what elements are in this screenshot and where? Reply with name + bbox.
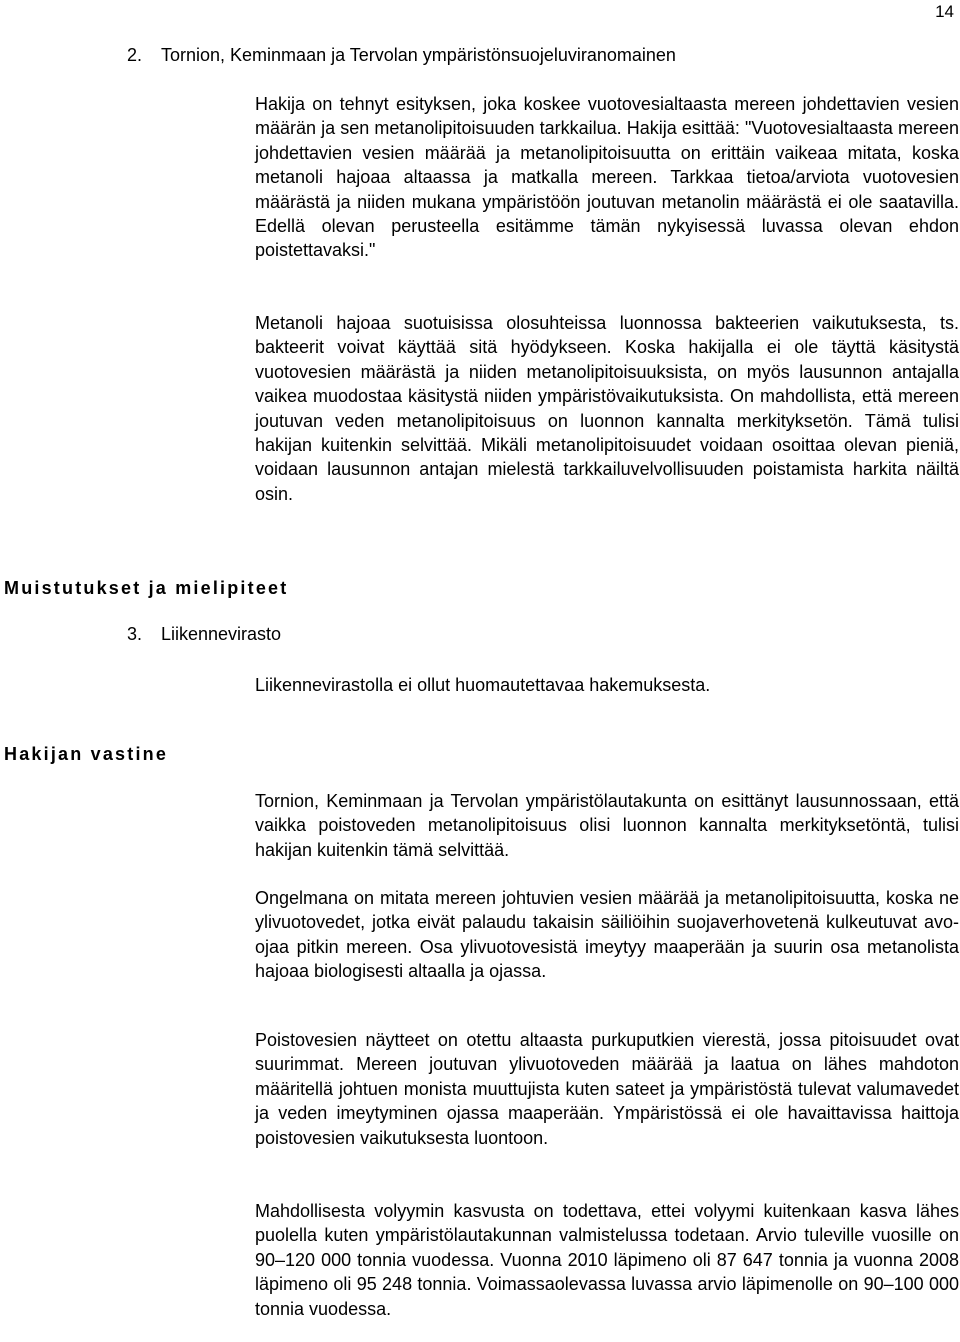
section-2-paragraph-2: Metanoli hajoaa suotuisissa olosuhteissa luonnossa bakteerien vaikutuksesta, ts. bakteerit voivat käyttää sitä hyödykseen. Koska hakijalla ei ole täyttä käsitystä vuotovesien määrästä ja niiden metanolipitoisuuksista, on myös lausunnon antajalla vaikea muodostaa käsitystä niiden ympäristövaikutuksista. On mahdollista, että mereen joutuvan veden metanolipitoisuus on luonnon kannalta merkityksetön. Tämä tulisi hakijan kuitenkin selvittää. Mikäli metanolipitoisuudet voidaan osoittaa olevan pieniä, voidaan lausunnon antajan mielestä tarkkailuvelvollisuuden poistamista harkita näiltä osin. — [255, 313, 959, 504]
page-number: 14 — [935, 2, 954, 21]
section-3-paragraph: Liikennevirastolla ei ollut huomautettavaa hakemuksesta. — [255, 675, 711, 695]
section-2-title: Tornion, Keminmaan ja Tervolan ympäristönsuojeluviranomainen — [161, 45, 676, 65]
vastine-paragraph-2: Ongelmana on mitata mereen johtuvien vesien määrää ja metanolipitoisuutta, koska ne ylivuotovedet, jotka eivät palaudu takaisin säiliöihin suojaverhovetenä kulkeutuvat avo-ojaa pitkin mereen. Osa ylivuotovesistä imeytyy maaperään ja suurin osa metanolista hajoaa biologisesti altaalla ja ojassa. — [255, 888, 959, 982]
muistutukset-heading: Muistutukset ja mielipiteet — [4, 578, 289, 598]
section-3-title: Liikennevirasto — [161, 624, 282, 644]
vastine-heading: Hakijan vastine — [4, 744, 169, 764]
vastine-paragraph-4: Mahdollisesta volyymin kasvusta on todettava, ettei volyymi kuitenkaan kasva lähes puolella kuten ympäristölautakunnan valmistelussa todetaan. Arvio tuleville vuosille on 90–120 000 tonnia vuodessa. Vuonna 2010 läpimeno oli 87 647 tonnia ja vuonna 2008 läpimeno oli 95 248 tonnia. Voimassaolevassa luvassa arvio läpimenolle on 90–100 000 tonnia vuodessa. — [255, 1201, 959, 1319]
section-3-heading — [127, 622, 281, 646]
section-2-paragraph-1: Hakija on tehnyt esityksen, joka koskee vuotovesialtaasta mereen johdettavien vesien määrän ja sen metanolipitoisuuden tarkkailua. Hakija esittää: "Vuotovesialtaasta mereen johdettavien vesien määrää ja metanolipitoisuutta on erittäin vaikeaa mitata, koska metanoli hajoaa altaassa ja matkalla mereen. Tarkkaa tietoa/arviota vuotovesien määrästä ja niiden mukana ympäristöön joutuvan metanolin määrästä ei ole saatavilla. Edellä olevan perusteella esitämme tämän nykyisessä luvassa olevan ehdon poistettavaksi." — [255, 94, 959, 261]
section-3-number: 3. — [127, 624, 143, 644]
vastine-paragraph-3: Poistovesien näytteet on otettu altaasta purkuputkien vierestä, jossa pitoisuudet ovat suurimmat. Mereen joutuvan ylivuotoveden määrää ja laatua on lähes mahdoton määritellä johtuen monista muuttujista kuten sateet ja ympäristöstä tulevat valumavedet ja veden imeytyminen ojassa maaperään. Ympäristössä ei ole havaittavissa haittoja poistovesien vaikutuksesta luontoon. — [255, 1030, 959, 1148]
vastine-paragraph-1: Tornion, Keminmaan ja Tervolan ympäristölautakunta on esittänyt lausunnossaan, että vaikka poistoveden metanolipitoisuus olisi luonnon kannalta merkityksetöntä, tulisi hakijan kuitenkin tämä selvittää. — [255, 791, 959, 860]
section-2-number: 2. — [127, 45, 143, 65]
section-2-heading — [127, 43, 676, 67]
